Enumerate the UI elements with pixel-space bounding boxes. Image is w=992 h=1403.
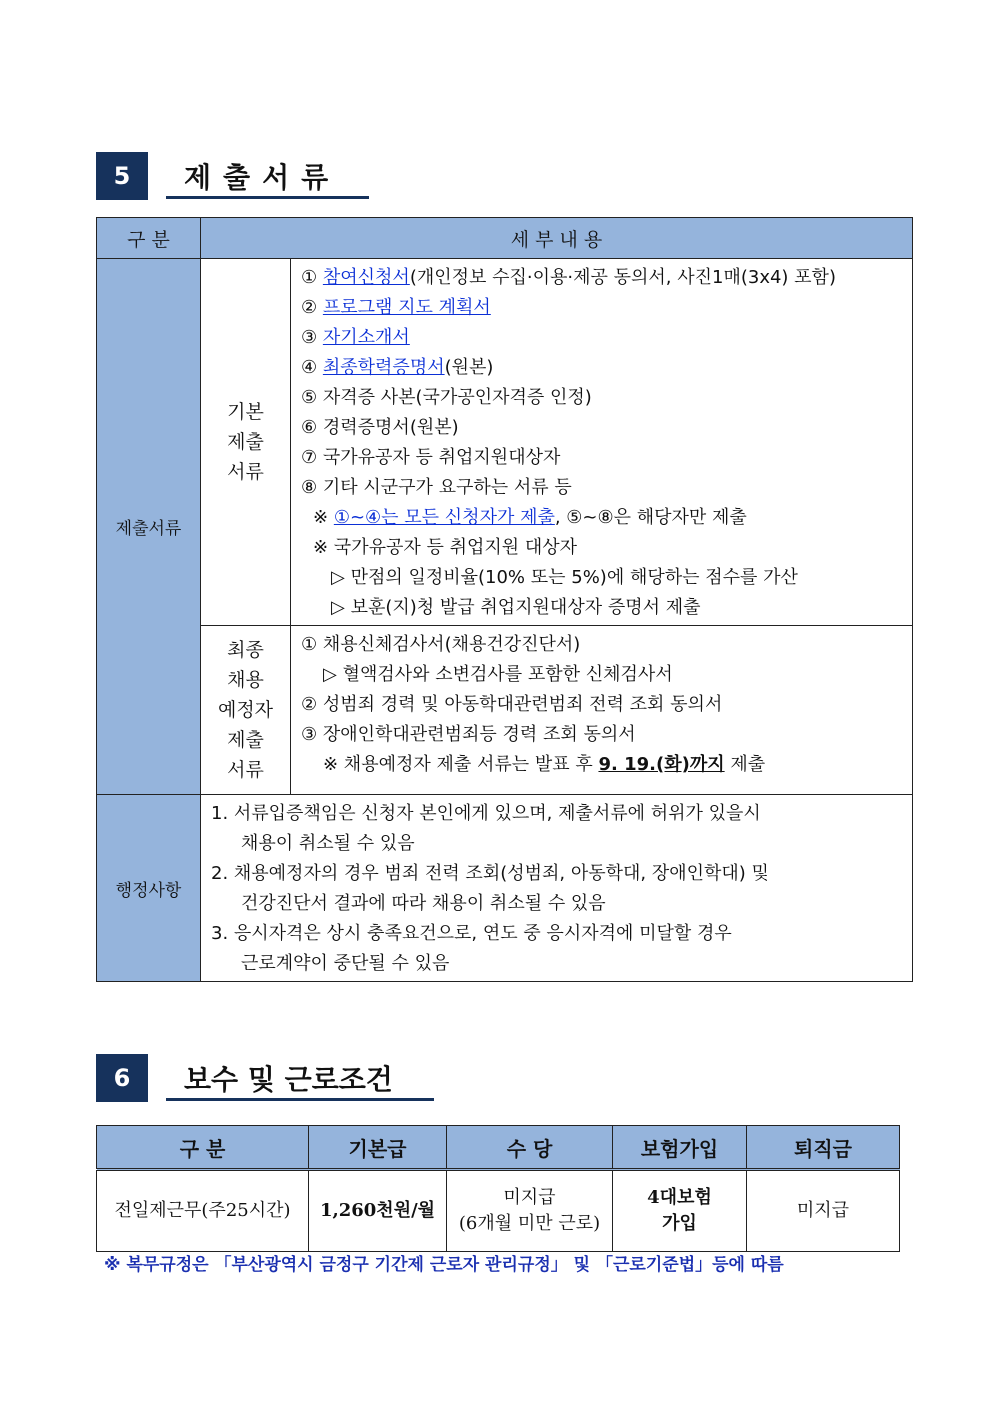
- list-item: ⑥ 경력증명서(원본): [301, 417, 459, 438]
- allowance: 미지급 (6개월 미만 근로): [447, 1170, 613, 1252]
- basic-docs-list: [291, 259, 913, 626]
- severance: 미지급: [747, 1170, 900, 1252]
- final-docs-label: 최종 채용 예정자 제출 서류: [201, 626, 291, 795]
- table-row: [97, 1170, 900, 1252]
- admin-line: 3. 응시자격은 상시 충족요건으로, 연도 중 응시자격에 미달할 경우: [211, 923, 732, 944]
- list-item: ③ 자기소개서: [301, 327, 410, 348]
- work-type: 전일제근무(주25시간): [97, 1170, 309, 1252]
- admin-line: 근로계약이 중단될 수 있음: [241, 953, 450, 974]
- list-item: ① 채용신체검사서(채용건강진단서): [301, 634, 581, 655]
- list-sub-item: ▷ 혈액검사와 소변검사를 포함한 신체검사서: [323, 664, 673, 685]
- admin-notes: [201, 795, 913, 982]
- doc-link[interactable]: 프로그램 지도 계획서: [322, 297, 491, 318]
- admin-line: 2. 채용예정자의 경우 범죄 전력 조회(성범죄, 아동학대, 장애인학대) 및: [211, 863, 769, 884]
- admin-line: 1. 서류입증책임은 신청자 본인에게 있으며, 제출서류에 허위가 있을시: [211, 803, 761, 824]
- final-docs-list: [291, 626, 913, 795]
- note-sub-item: ▷ 보훈(지)청 발급 취업지원대상자 증명서 제출: [331, 597, 701, 618]
- header-type: 구 분: [97, 1126, 309, 1170]
- section-number: 5: [96, 152, 148, 200]
- row-label-admin: 행정사항: [97, 795, 201, 982]
- insurance: 4대보험 가입: [613, 1170, 747, 1252]
- documents-table: [96, 217, 913, 982]
- header-base-pay: 기본급: [309, 1126, 447, 1170]
- doc-link[interactable]: 참여신청서: [322, 267, 410, 288]
- list-item: ⑦ 국가유공자 등 취업지원대상자: [301, 447, 561, 468]
- service-rules-note: ※ 복무규정은 「부산광역시 금정구 기간제 근로자 관리규정」 및 「근로기준법」등에 따름: [104, 1255, 784, 1275]
- title-underline: [166, 196, 369, 199]
- list-item: ② 성범죄 경력 및 아동학대관련범죄 전력 조회 동의서: [301, 694, 723, 715]
- doc-link[interactable]: 자기소개서: [322, 327, 410, 348]
- header-details: 세 부 내 용: [201, 218, 913, 259]
- header-insurance: 보험가입: [613, 1126, 747, 1170]
- note-required: ※ ①~④는 모든 신청자가 제출, ⑤~⑧은 해당자만 제출: [313, 507, 747, 528]
- list-item: ③ 장애인학대관련범죄등 경력 조회 동의서: [301, 724, 636, 745]
- section-title: 보수 및 근로조건: [184, 1063, 393, 1096]
- section-title: 제출서류: [184, 161, 341, 194]
- note-veterans: ※ 국가유공자 등 취업지원 대상자: [313, 537, 578, 558]
- base-pay: 1,260천원/월: [309, 1170, 447, 1252]
- list-item: ⑤ 자격증 사본(국가공인자격증 인정): [301, 387, 592, 408]
- list-item: ② 프로그램 지도 계획서: [301, 297, 491, 318]
- section-number: 6: [96, 1054, 148, 1102]
- list-item: ④ 최종학력증명서(원본): [301, 357, 494, 378]
- note-deadline: ※ 채용예정자 제출 서류는 발표 후 9. 19.(화)까지 제출: [323, 754, 766, 775]
- basic-docs-label: 기본 제출 서류: [201, 259, 291, 626]
- header-severance: 퇴직금: [747, 1126, 900, 1170]
- admin-line: 건강진단서 결과에 따라 채용이 취소될 수 있음: [241, 893, 606, 914]
- header-category: 구 분: [97, 218, 201, 259]
- list-item: ① 참여신청서(개인정보 수집·이용·제공 동의서, 사진1매(3x4) 포함): [301, 267, 836, 288]
- pay-conditions-table: [96, 1125, 900, 1252]
- note-sub-item: ▷ 만점의 일정비율(10% 또는 5%)에 해당하는 점수를 가산: [331, 567, 798, 588]
- header-allowance: 수 당: [447, 1126, 613, 1170]
- title-underline: [166, 1098, 434, 1101]
- admin-line: 채용이 취소될 수 있음: [241, 833, 415, 854]
- doc-link[interactable]: 최종학력증명서: [322, 357, 445, 378]
- row-label-documents: 제출서류: [97, 259, 201, 795]
- list-item: ⑧ 기타 시군구가 요구하는 서류 등: [301, 477, 572, 498]
